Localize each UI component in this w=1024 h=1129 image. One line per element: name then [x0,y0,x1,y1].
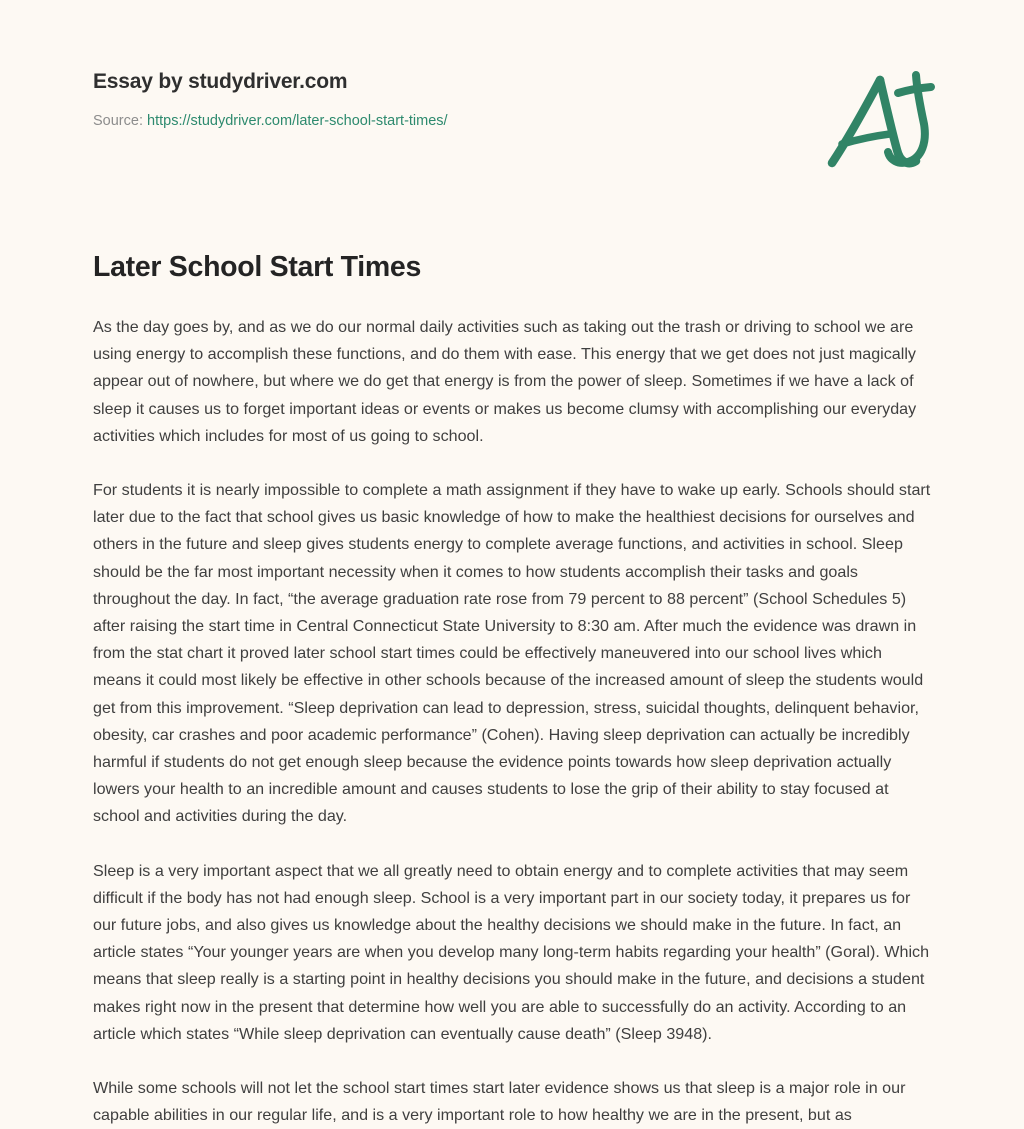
paragraph: For students it is nearly impossible to complete a math assignment if they have to wake up early. Schools should start later due to the fact that school gives us basic knowledge of how to make the healthiest decisions for ourselves and others in the future and sleep gives students energy to complete average functions, and activities in school. Sleep should be the far most important necessity when it comes to how students accomplish their tasks and goals throughout the day. In fact, “the average graduation rate rose from 79 percent to 88 percent” (School Schedules 5) after raising the start time in Central Connecticut State University to 8:30 am. After much the evidence was drawn in from the stat chart it proved later school start times could be effectively maneuvered into our school lives which means it could most likely be effective in other schools because of the increased amount of sleep the students would get from this improvement. “Sleep deprivation can lead to depression, stress, suicidal thoughts, delinquent behavior, obesity, car crashes and poor academic performance” (Cohen). Having sleep deprivation can actually be incredibly harmful if students do not get enough sleep because the evidence points towards how sleep deprivation actually lowers your health to an incredible amount and causes students to lose the grip of their ability to stay focused at school and activities during the day. [93,481,931,826]
paragraph: As the day goes by, and as we do our normal daily activities such as taking out the trash or driving to school we are using energy to accomplish these functions, and do them with ease. This energy that we get does not just magically appear out of nowhere, but where we do get that energy is from the power of sleep. Sometimes if we have a lack of sleep it causes us to forget important ideas or events or makes us become clumsy with accomplishing our everyday activities which includes for most of us going to school. [93,318,917,445]
paragraph: While some schools will not let the school start times start later evidence shows us that sleep is a major role in our capable abilities in our regular life, and is a very important role to how healthy we are in the present, but as [93,1079,906,1125]
article-body [93,314,933,1129]
studydriver-a-plus-logo [820,62,946,182]
article [93,248,933,1129]
page-header [93,68,931,131]
source-url-link[interactable]: https://studydriver.com/later-school-start-times/ [147,113,448,129]
paragraph: Sleep is a very important aspect that we all greatly need to obtain energy and to complete activities that may seem difficult if the body has not had enough sleep. School is a very important part in our society today, it prepares us for our future jobs, and also gives us knowledge about the healthy decisions we should make in the future. In fact, an article states “Your younger years are when you develop many long-term habits regarding your health” (Goral). Which means that sleep really is a starting point in healthy decisions you should make in the future, and decisions a student makes right now in the present that determine how well you are able to successfully do an activity. According to an article which states “While sleep deprivation can eventually cause death” (Sleep 3948). [93,861,930,1043]
source-line [93,111,931,131]
source-label: Source: [93,113,143,129]
page-title: Later School Start Times [93,251,422,283]
essay-byline: Essay by studydriver.com [93,70,348,93]
a-plus-icon [820,62,946,182]
